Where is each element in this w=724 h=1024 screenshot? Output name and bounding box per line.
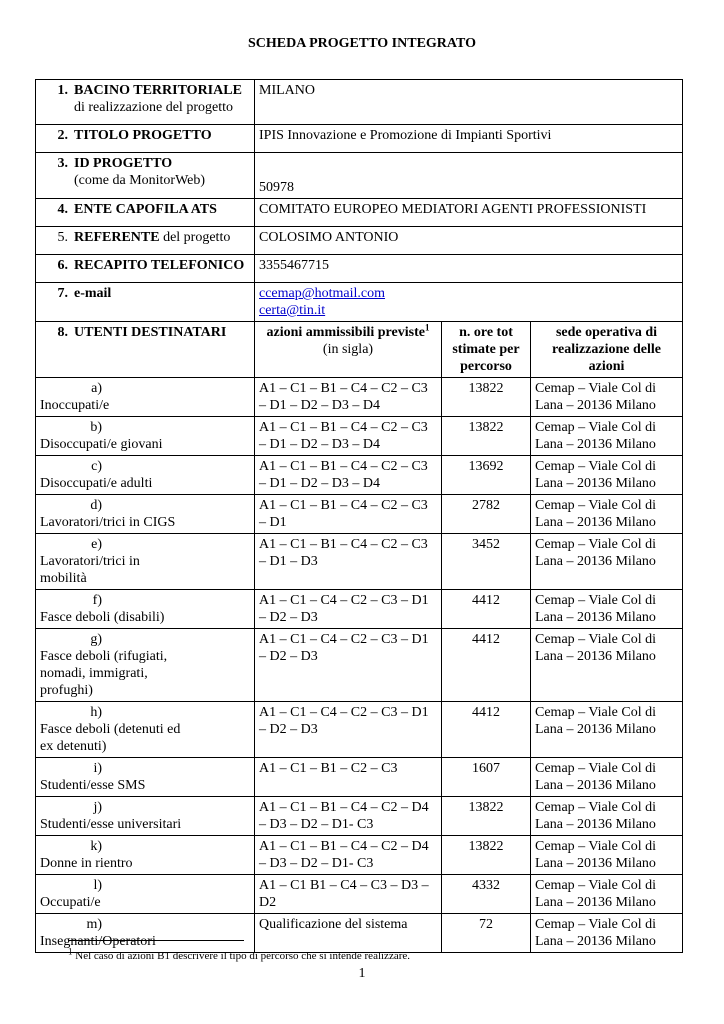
actions-cell: A1 – C1 – C4 – C2 – C3 – D1 – D2 – D3: [255, 590, 442, 629]
location-cell: Cemap – Viale Col di Lana – 20136 Milano: [531, 758, 683, 797]
actions-cell: A1 – C1 – B1 – C4 – C2 – C3 – D1: [255, 495, 442, 534]
actions-cell: A1 – C1 – C4 – C2 – C3 – D1 – D2 – D3: [255, 629, 442, 702]
footnote-separator: [68, 940, 244, 941]
field-label: UTENTI DESTINATARI: [74, 325, 227, 340]
user-category: Insegnanti/Operatori: [40, 934, 156, 949]
row-letter: l): [93, 878, 102, 893]
hours-cell: 13692: [442, 456, 531, 495]
project-form-table: [35, 79, 683, 953]
field-value-ente: COMITATO EUROPEO MEDIATORI AGENTI PROFESSIONISTI: [255, 199, 683, 227]
field-value-titolo: IPIS Innovazione e Promozione di Impianti Sportivi: [255, 125, 683, 153]
field-label: e-mail: [74, 286, 112, 301]
field-value-referente: COLOSIMO ANTONIO: [255, 227, 683, 255]
location-cell: Cemap – Viale Col di Lana – 20136 Milano: [531, 629, 683, 702]
hours-cell: 2782: [442, 495, 531, 534]
field-label-suffix: del progetto: [159, 230, 231, 245]
table-row: [36, 378, 683, 417]
field-label: RECAPITO TELEFONICO: [74, 258, 245, 273]
table-row: [36, 590, 683, 629]
location-cell: Cemap – Viale Col di Lana – 20136 Milano: [531, 797, 683, 836]
location-cell: Cemap – Viale Col di Lana – 20136 Milano: [531, 417, 683, 456]
user-category: Studenti/esse universitari: [40, 817, 182, 832]
field-number: 4.: [57, 202, 68, 217]
table-row: [36, 758, 683, 797]
user-category: Studenti/esse SMS: [40, 778, 146, 793]
row-letter: j): [93, 800, 102, 815]
actions-cell: A1 – C1 – B1 – C4 – C2 – D4 – D3 – D2 – D1- C3: [255, 836, 442, 875]
user-category: Fasce deboli (rifugiati, nomadi, immigrati, profughi): [40, 649, 168, 698]
actions-cell: A1 – C1 – B1 – C4 – C2 – C3 – D1 – D3: [255, 534, 442, 590]
location-cell: Cemap – Viale Col di Lana – 20136 Milano: [531, 495, 683, 534]
field-value-bacino: MILANO: [255, 80, 683, 125]
email-link-secondary[interactable]: certa@tin.it: [259, 303, 326, 318]
location-cell: Cemap – Viale Col di Lana – 20136 Milano: [531, 590, 683, 629]
user-category: Disoccupati/e giovani: [40, 437, 163, 452]
column-header-ore: n. ore tot stimate per percorso: [442, 322, 531, 378]
user-category: Lavoratori/trici in CIGS: [40, 515, 176, 530]
location-cell: Cemap – Viale Col di Lana – 20136 Milano: [531, 378, 683, 417]
actions-cell: A1 – C1 – B1 – C4 – C2 – C3 – D1 – D2 – D3 – D4: [255, 456, 442, 495]
user-category: Lavoratori/trici in mobilità: [40, 554, 140, 586]
hours-cell: 4412: [442, 702, 531, 758]
user-category: Occupati/e: [40, 895, 101, 910]
row-letter: f): [92, 593, 102, 608]
actions-cell: A1 – C1 – B1 – C4 – C2 – D4 – D3 – D2 – D1- C3: [255, 797, 442, 836]
location-cell: Cemap – Viale Col di Lana – 20136 Milano: [531, 702, 683, 758]
table-row: [36, 914, 683, 953]
table-row: [36, 836, 683, 875]
field-number: 7.: [57, 286, 68, 301]
field-sublabel: (come da MonitorWeb): [74, 173, 206, 188]
field-number: 3.: [57, 156, 68, 171]
table-row: [36, 534, 683, 590]
actions-cell: A1 – C1 – B1 – C4 – C2 – C3 – D1 – D2 – D3 – D4: [255, 378, 442, 417]
row-referente: [36, 227, 683, 255]
row-recapito: [36, 255, 683, 283]
footnote-ref: 1: [424, 322, 430, 333]
table-row: [36, 456, 683, 495]
location-cell: Cemap – Viale Col di Lana – 20136 Milano: [531, 534, 683, 590]
row-letter: k): [90, 839, 102, 854]
field-number: 1.: [57, 83, 68, 98]
column-header-azioni: azioni ammissibili previste: [266, 325, 425, 340]
footnote: [68, 946, 411, 962]
table-row: [36, 629, 683, 702]
row-email: [36, 283, 683, 322]
user-category: Fasce deboli (detenuti ed ex detenuti): [40, 722, 181, 754]
row-letter: m): [86, 917, 102, 932]
row-utenti-header: [36, 322, 683, 378]
page-title: SCHEDA PROGETTO INTEGRATO: [248, 36, 476, 51]
footnote-text: Nel caso di azioni B1 descrivere il tipo di percorso che si intende realizzare.: [72, 950, 411, 962]
row-letter: h): [90, 705, 102, 720]
field-value-recapito: 3355467715: [255, 255, 683, 283]
field-sublabel: di realizzazione del progetto: [74, 100, 233, 115]
email-link-primary[interactable]: ccemap@hotmail.com: [259, 286, 386, 301]
table-row: [36, 417, 683, 456]
hours-cell: 13822: [442, 797, 531, 836]
hours-cell: 4412: [442, 629, 531, 702]
hours-cell: 4332: [442, 875, 531, 914]
field-number: 8.: [57, 325, 68, 340]
row-letter: a): [91, 381, 102, 396]
user-category: Donne in rientro: [40, 856, 133, 871]
hours-cell: 3452: [442, 534, 531, 590]
actions-cell: Qualificazione del sistema: [255, 914, 442, 953]
row-id: [36, 153, 683, 199]
location-cell: Cemap – Viale Col di Lana – 20136 Milano: [531, 456, 683, 495]
user-category: Fasce deboli (disabili): [40, 610, 165, 625]
actions-cell: A1 – C1 – C4 – C2 – C3 – D1 – D2 – D3: [255, 702, 442, 758]
field-label: REFERENTE: [74, 230, 160, 245]
field-number: 5.: [57, 230, 68, 245]
column-header-azioni-sub: (in sigla): [322, 342, 374, 357]
actions-cell: A1 – C1 – B1 – C4 – C2 – C3 – D1 – D2 – D3 – D4: [255, 417, 442, 456]
row-letter: c): [91, 459, 102, 474]
field-number: 2.: [57, 128, 68, 143]
hours-cell: 1607: [442, 758, 531, 797]
hours-cell: 4412: [442, 590, 531, 629]
row-bacino: [36, 80, 683, 125]
footnote-mark: 1: [68, 946, 73, 957]
hours-cell: 72: [442, 914, 531, 953]
row-titolo: [36, 125, 683, 153]
location-cell: Cemap – Viale Col di Lana – 20136 Milano: [531, 914, 683, 953]
table-row: [36, 702, 683, 758]
row-letter: d): [90, 498, 102, 513]
location-cell: Cemap – Viale Col di Lana – 20136 Milano: [531, 875, 683, 914]
field-label: TITOLO PROGETTO: [74, 128, 212, 143]
user-category: Inoccupati/e: [40, 398, 110, 413]
user-category: Disoccupati/e adulti: [40, 476, 153, 491]
field-number: 6.: [57, 258, 68, 273]
page-number: 1: [358, 966, 366, 981]
row-letter: b): [90, 420, 102, 435]
field-label: ID PROGETTO: [74, 156, 173, 171]
row-ente: [36, 199, 683, 227]
actions-cell: A1 – C1 B1 – C4 – C3 – D3 – D2: [255, 875, 442, 914]
field-value-id: 50978: [255, 153, 683, 199]
hours-cell: 13822: [442, 836, 531, 875]
table-row: [36, 875, 683, 914]
field-label: BACINO TERRITORIALE: [74, 83, 242, 98]
table-row: [36, 797, 683, 836]
column-header-sede: sede operativa di realizzazione delle azioni: [531, 322, 683, 378]
row-letter: g): [90, 632, 102, 647]
table-row: [36, 495, 683, 534]
location-cell: Cemap – Viale Col di Lana – 20136 Milano: [531, 836, 683, 875]
field-label: ENTE CAPOFILA ATS: [74, 202, 217, 217]
hours-cell: 13822: [442, 378, 531, 417]
row-letter: i): [93, 761, 102, 776]
hours-cell: 13822: [442, 417, 531, 456]
row-letter: e): [91, 537, 102, 552]
actions-cell: A1 – C1 – B1 – C2 – C3: [255, 758, 442, 797]
